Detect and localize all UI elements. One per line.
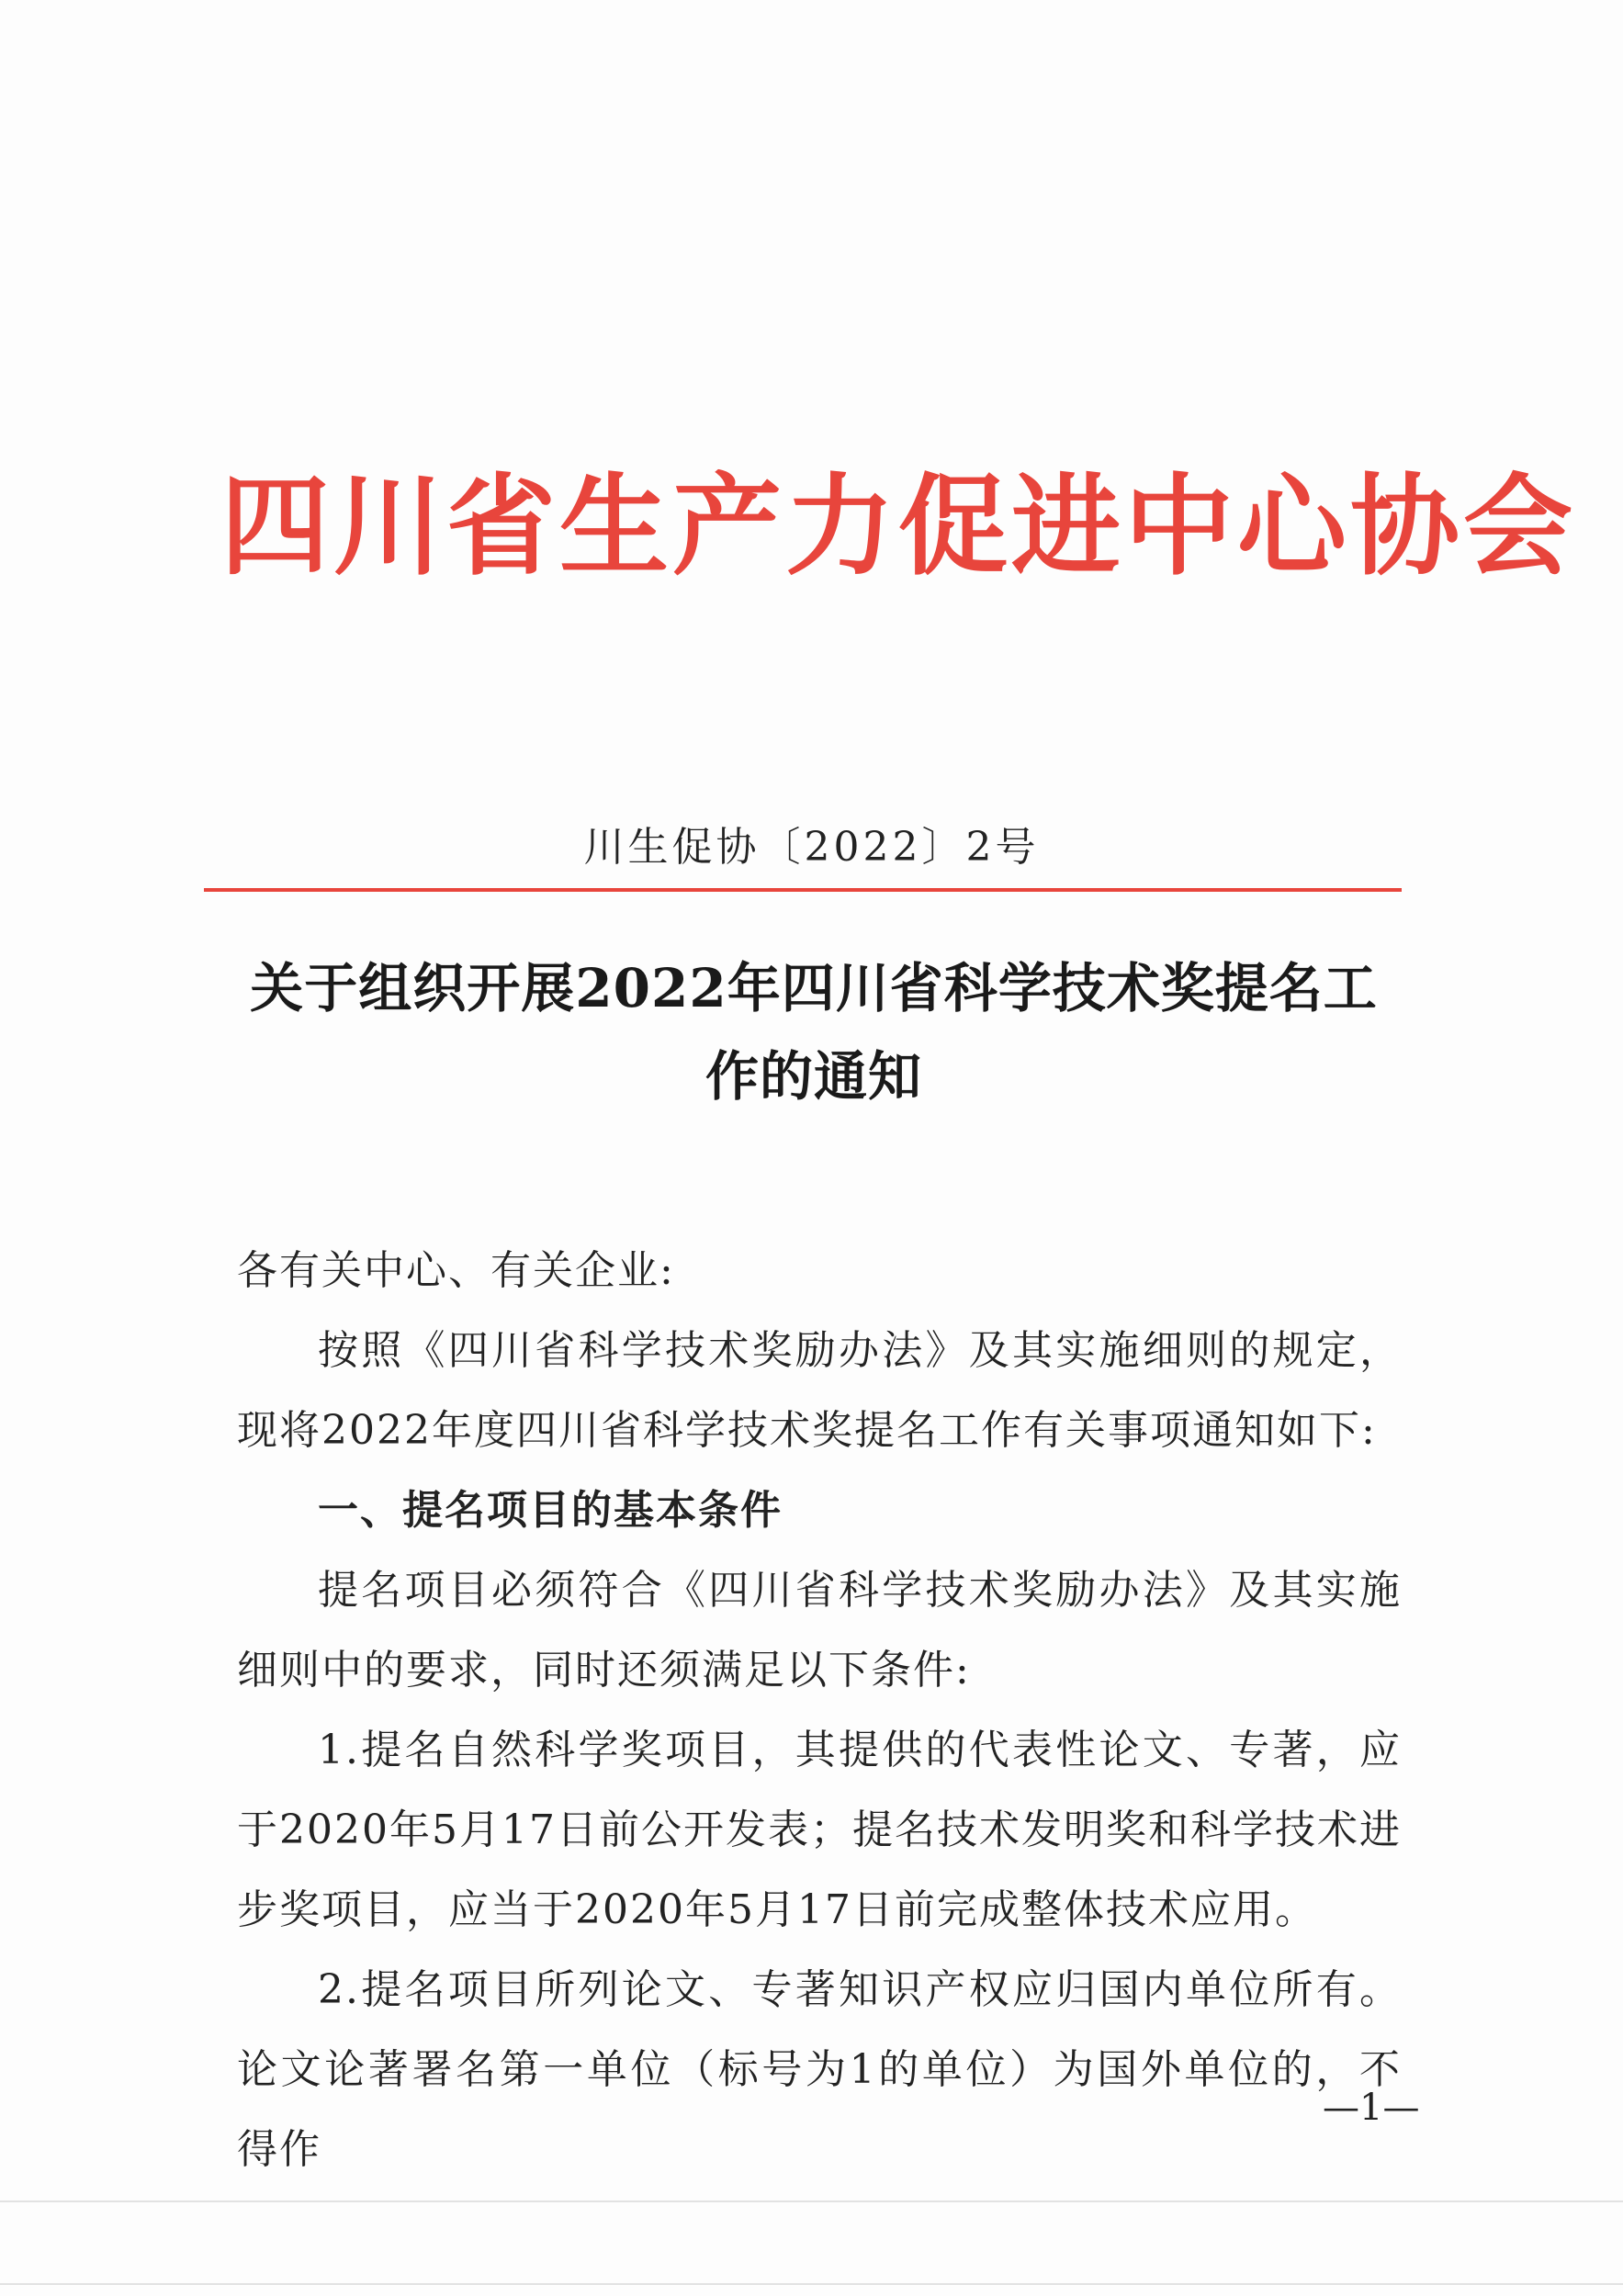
salutation: 各有关中心、有关企业:: [237, 1247, 675, 1294]
title-line-1: 关于组织开展2022年四川省科学技术奖提名工: [250, 957, 1378, 1019]
section-1-heading: 一、提名项目的基本条件: [318, 1487, 783, 1534]
scan-artifact-line: [0, 2283, 1623, 2285]
scan-artifact-line: [0, 2200, 1623, 2202]
document-title: [208, 944, 1420, 1120]
red-divider-line: [204, 888, 1402, 892]
title-line-2: 作的通知: [704, 1045, 922, 1108]
document-body: [237, 1231, 1402, 2189]
document-number: 川生促协〔2022〕2号: [583, 824, 1040, 871]
section-1-intro: 提名项目必须符合《四川省科学技术奖励办法》及其实施细则中的要求，同时还须满足以下条件:: [237, 1567, 1402, 1694]
organization-header: 四川省生产力促进中心协会: [220, 464, 1576, 591]
intro-paragraph: 按照《四川省科学技术奖励办法》及其实施细则的规定，现将2022年度四川省科学技术奖提名工作有关事项通知如下:: [237, 1327, 1402, 1454]
condition-item-1: 1.提名自然科学奖项目，其提供的代表性论文、专著，应于2020年5月17日前公开发表；提名技术发明奖和科学技术进步奖项目，应当于2020年5月17日前完成整体技术应用。: [237, 1727, 1402, 1933]
page-number: —1—: [1323, 2087, 1420, 2129]
condition-item-2: 2.提名项目所列论文、专著知识产权应归国内单位所有。论文论著署名第一单位（标号为1的单位）为国外单位的，不得作: [237, 1966, 1402, 2173]
